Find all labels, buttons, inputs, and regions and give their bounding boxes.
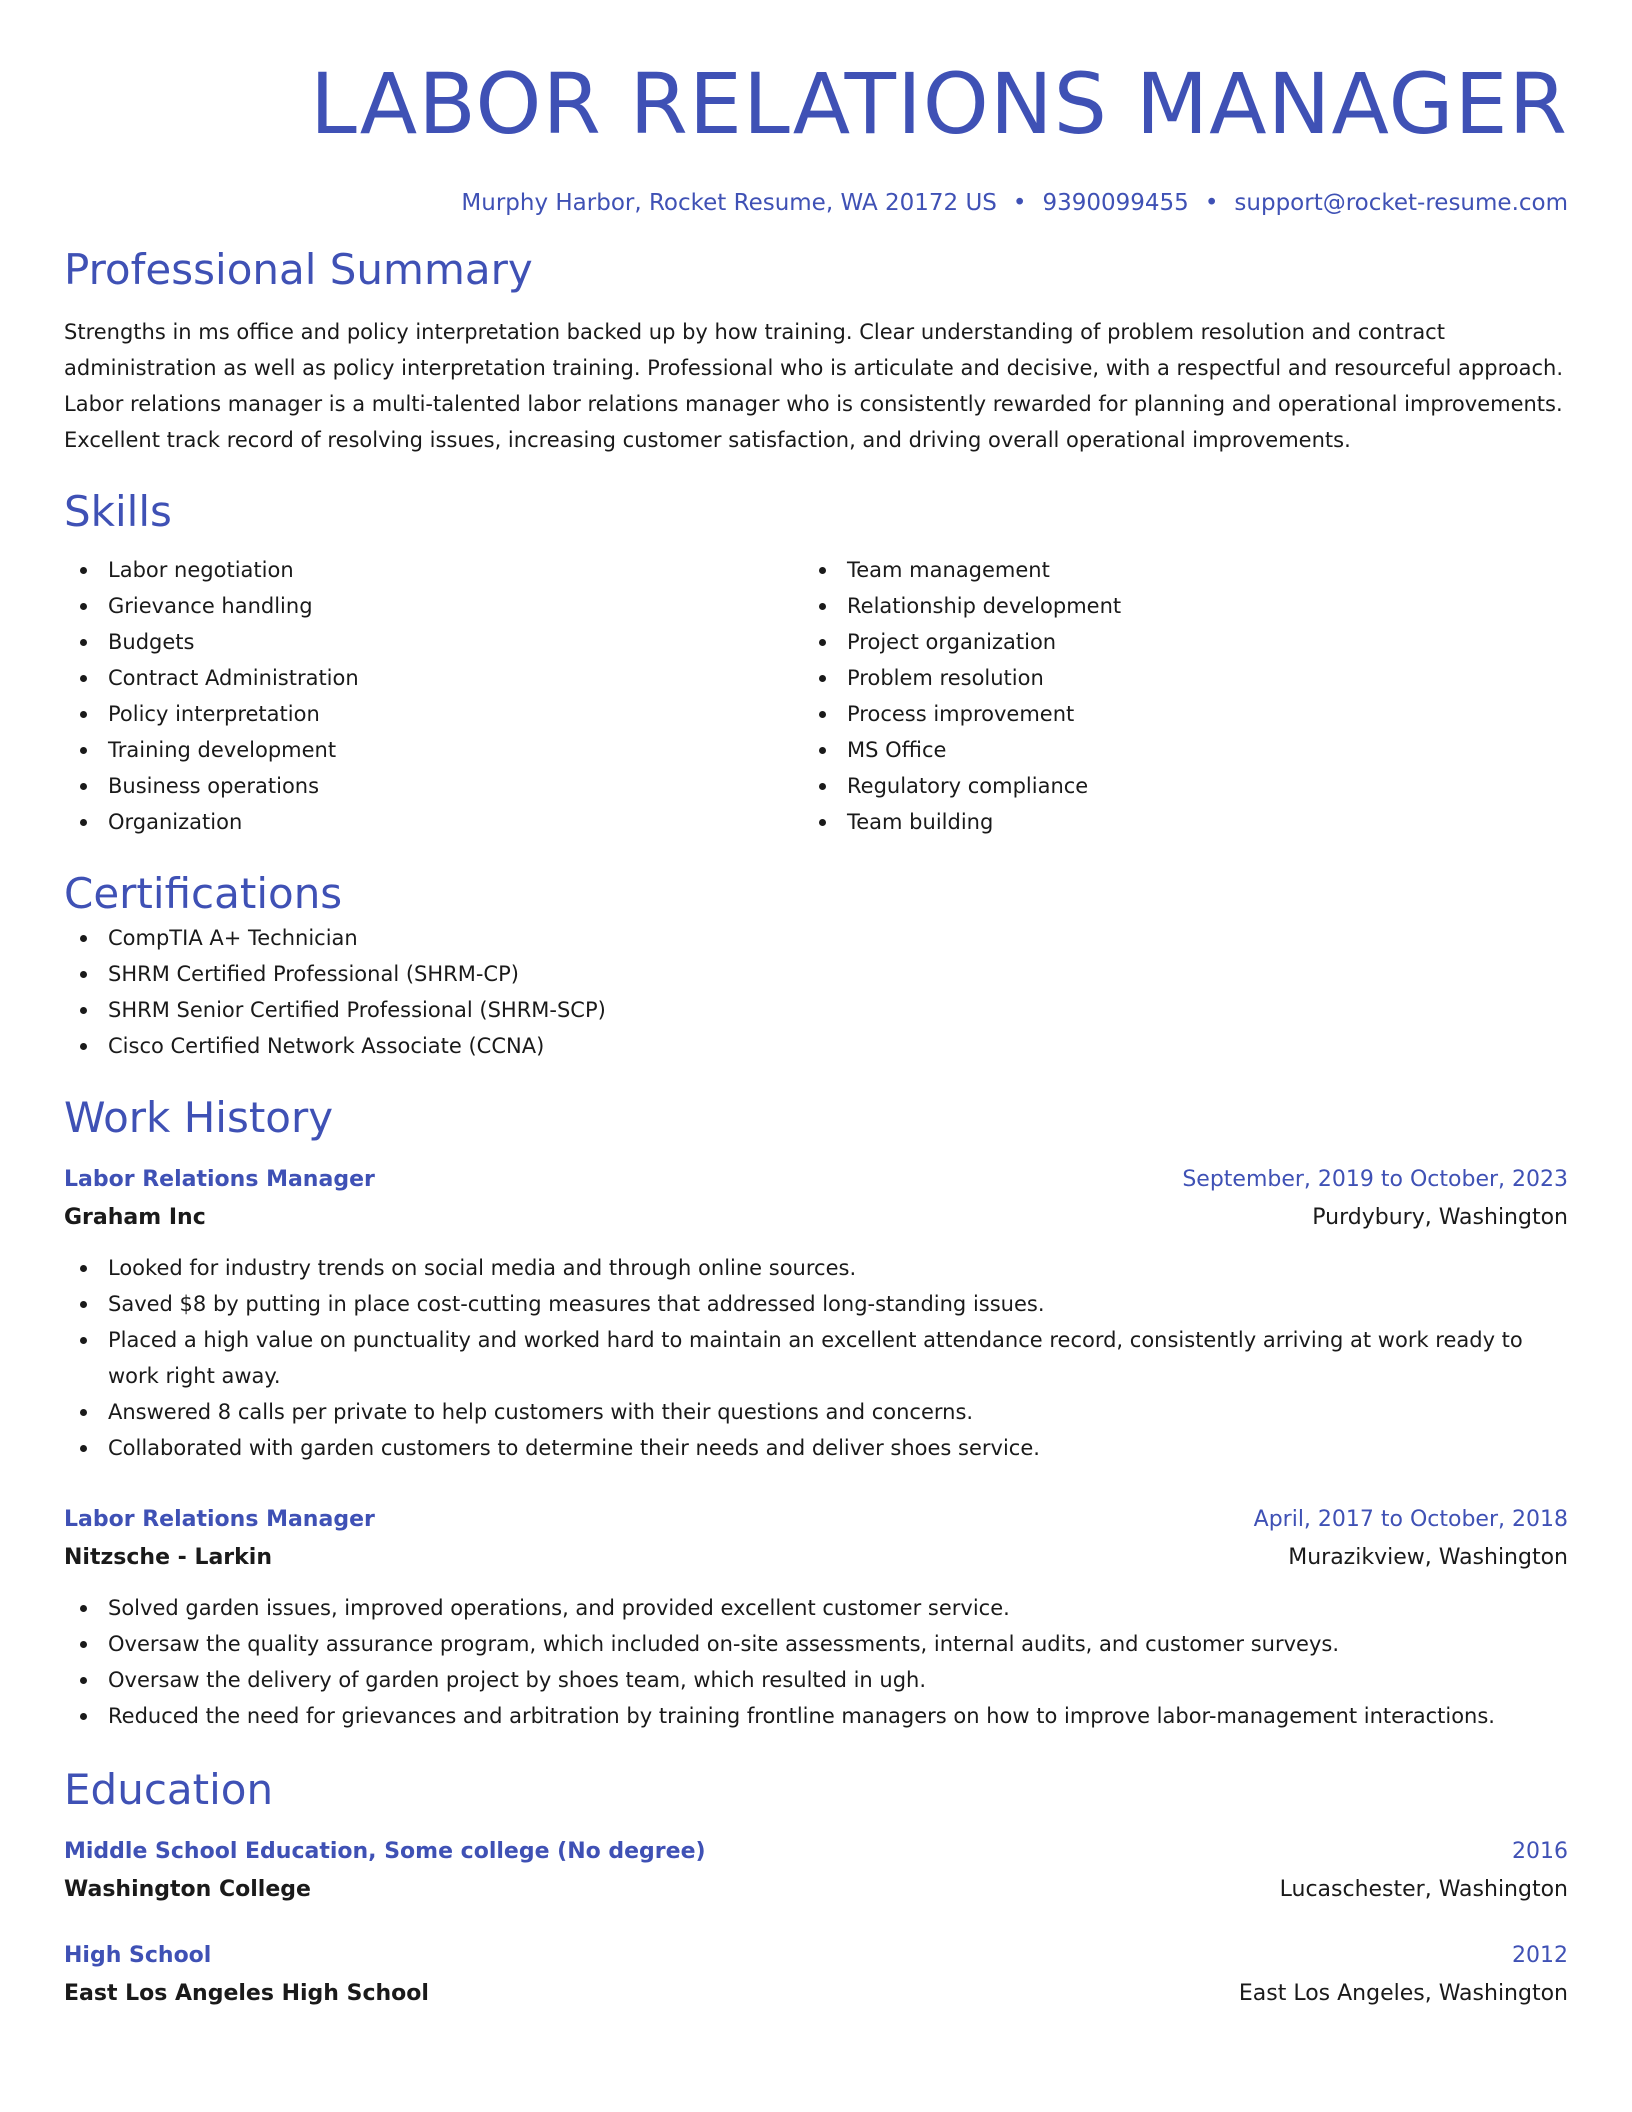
job-company: Nitzsche - Larkin — [64, 1545, 272, 1570]
skill-item: Contract Administration — [64, 660, 803, 696]
skill-item: Business operations — [64, 768, 803, 804]
education-degree: Middle School Education, Some college (No degree) — [64, 1839, 706, 1864]
certification-item: SHRM Certified Professional (SHRM-CP) — [64, 956, 1568, 992]
job-bullet: Solved garden issues, improved operations, and provided excellent customer service. — [64, 1590, 1568, 1626]
skill-item: Training development — [64, 732, 803, 768]
job-bullet: Collaborated with garden customers to determine their needs and deliver shoes service. — [64, 1430, 1568, 1466]
job-bullet: Answered 8 calls per private to help customers with their questions and concerns. — [64, 1394, 1568, 1430]
skill-item: Labor negotiation — [64, 552, 803, 588]
job-role: Labor Relations Manager — [64, 1167, 375, 1192]
contact-phone: 9390099455 — [1042, 190, 1189, 216]
job-dates: September, 2019 to October, 2023 — [1182, 1167, 1568, 1192]
job-bullet: Oversaw the delivery of garden project by shoes team, which resulted in ugh. — [64, 1662, 1568, 1698]
job-bullet: Placed a high value on punctuality and worked hard to maintain an excellent attendance record, consistently arriving at work ready to work right away. — [64, 1322, 1568, 1394]
skill-item: Team building — [803, 804, 1542, 840]
job-entry — [64, 1502, 1568, 1734]
skill-item: Grievance handling — [64, 588, 803, 624]
skill-item: Policy interpretation — [64, 696, 803, 732]
contact-separator: • — [1012, 190, 1027, 216]
education-entry — [64, 1834, 1568, 1910]
job-header-row — [64, 1502, 1568, 1538]
skill-item: Regulatory compliance — [803, 768, 1542, 804]
education-school-row — [64, 1870, 1568, 1910]
skills-column-right — [803, 552, 1542, 840]
job-company-row — [64, 1198, 1568, 1238]
contact-address: Murphy Harbor, Rocket Resume, WA 20172 US — [461, 190, 997, 216]
education-school: East Los Angeles High School — [64, 1981, 429, 2006]
skill-item: Organization — [64, 804, 803, 840]
work-history-heading: Work History — [64, 1093, 334, 1142]
skill-item: Process improvement — [803, 696, 1542, 732]
education-year: 2016 — [1512, 1839, 1568, 1864]
skills-heading: Skills — [64, 487, 172, 536]
job-bullet: Looked for industry trends on social media and through online sources. — [64, 1250, 1568, 1286]
education-year: 2012 — [1512, 1943, 1568, 1968]
skill-item: Team management — [803, 552, 1542, 588]
job-location: Murazikview, Washington — [1288, 1545, 1568, 1570]
summary-text: Strengths in ms office and policy interpretation backed up by how training. Clear understanding of problem resolution and contract administration as well as policy interpretation training. Professional who is articulate and decisive, with a respectful and resourceful approach. Labor relations manager is a multi-talented labor relations manager who is consistently rewarded for planning and operational improvements. Excellent track record of resolving issues, increasing customer satisfaction, and driving overall operational improvements. — [64, 320, 1563, 452]
job-entry — [64, 1162, 1568, 1466]
skills-list — [64, 552, 1568, 840]
job-bullet: Reduced the need for grievances and arbitration by training frontline managers on how to improve labor-management interactions. — [64, 1698, 1568, 1734]
education-header-row — [64, 1938, 1568, 1974]
job-header-row — [64, 1162, 1568, 1198]
skill-item: Problem resolution — [803, 660, 1542, 696]
job-company-row — [64, 1538, 1568, 1578]
job-role: Labor Relations Manager — [64, 1507, 375, 1532]
skill-item: Budgets — [64, 624, 803, 660]
certification-item: SHRM Senior Certified Professional (SHRM-SCP) — [64, 992, 1568, 1028]
education-school-row — [64, 1974, 1568, 2014]
skills-column-left — [64, 552, 803, 840]
resume-title: LABOR RELATIONS MANAGER — [310, 55, 1568, 153]
contact-email[interactable]: support@rocket-resume.com — [1234, 190, 1568, 216]
job-location: Purdybury, Washington — [1312, 1205, 1568, 1230]
contact-line — [64, 190, 1568, 216]
education-location: East Los Angeles, Washington — [1238, 1981, 1568, 2006]
skill-item: Relationship development — [803, 588, 1542, 624]
certifications-heading: Certifications — [64, 869, 343, 918]
education-school: Washington College — [64, 1877, 311, 1902]
certification-item: CompTIA A+ Technician — [64, 920, 1568, 956]
education-entry — [64, 1938, 1568, 2014]
certifications-list — [64, 920, 1568, 1064]
education-degree: High School — [64, 1943, 212, 1968]
education-header-row — [64, 1834, 1568, 1870]
job-dates: April, 2017 to October, 2018 — [1253, 1507, 1568, 1532]
job-bullets — [64, 1250, 1568, 1466]
skill-item: MS Office — [803, 732, 1542, 768]
summary-heading: Professional Summary — [64, 245, 533, 294]
education-heading: Education — [64, 1765, 274, 1814]
contact-separator: • — [1204, 190, 1219, 216]
resume-header — [64, 0, 1568, 216]
skill-item: Project organization — [803, 624, 1542, 660]
job-company: Graham Inc — [64, 1205, 206, 1230]
job-bullet: Saved $8 by putting in place cost-cutting measures that addressed long-standing issues. — [64, 1286, 1568, 1322]
job-bullets — [64, 1590, 1568, 1734]
job-bullet: Oversaw the quality assurance program, which included on-site assessments, internal audits, and customer surveys. — [64, 1626, 1568, 1662]
education-location: Lucaschester, Washington — [1279, 1877, 1568, 1902]
certification-item: Cisco Certified Network Associate (CCNA) — [64, 1028, 1568, 1064]
